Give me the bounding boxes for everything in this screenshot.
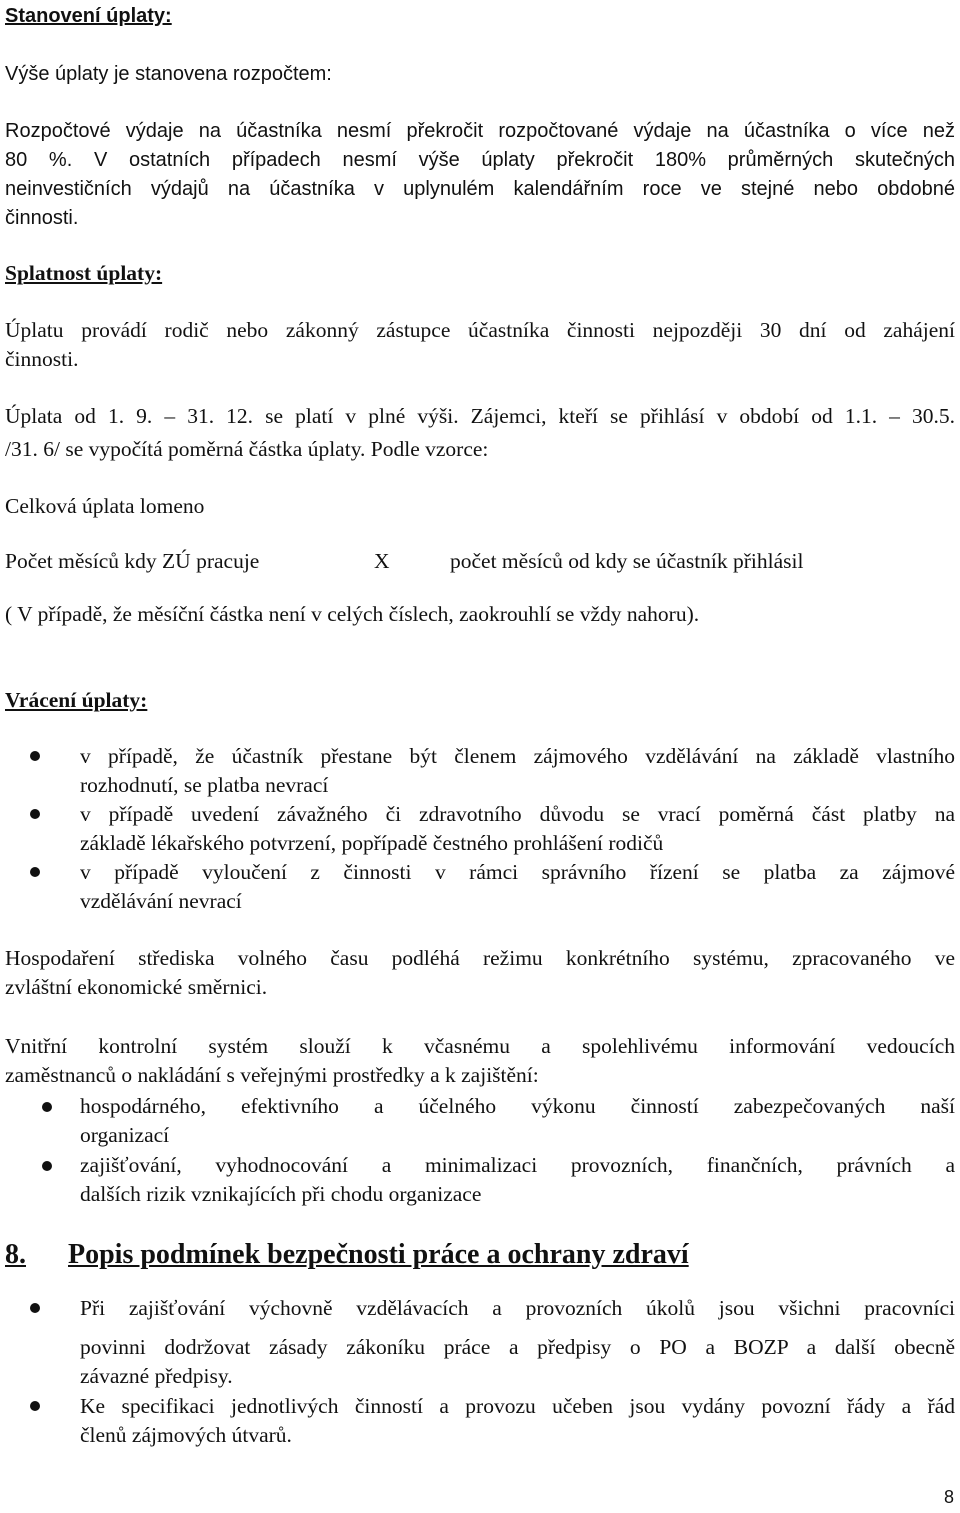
bullet-icon: [30, 1303, 40, 1313]
list-item-vraceni-3b: vzdělávání nevrací: [80, 889, 242, 913]
bullet-icon: [30, 867, 40, 877]
text-kontrola-2: zaměstnanců o nakládání s veřejnými prostředky a k zajištění:: [5, 1063, 539, 1087]
list-item-vraceni-3a: v případě vyloučení z činnosti v rámci správního řízení se platba za zájmové: [80, 860, 955, 884]
heading-section-8: [5, 1238, 689, 1272]
section-title: Popis podmínek bezpečnosti práce a ochrany zdraví: [68, 1239, 689, 1270]
list-item-vraceni-1b: rozhodnutí, se platba nevrací: [80, 773, 329, 797]
text-rozpoctove-vydaje-2: 80 %. V ostatních případech nesmí výše úplaty překročit 180% průměrných skutečných: [5, 149, 955, 171]
list-item-kontrola-1b: organizací: [80, 1123, 170, 1147]
section-number: 8.: [5, 1239, 26, 1270]
text-rozpoctove-vydaje-4: činnosti.: [5, 207, 79, 229]
list-item-bozp-1c: závazné předpisy.: [80, 1364, 233, 1388]
list-item-kontrola-2a: zajišťování, vyhodnocování a minimalizaci provozních, finančních, právních a: [80, 1153, 955, 1177]
bullet-icon: [42, 1161, 52, 1171]
list-item-bozp-2b: členů zájmových útvarů.: [80, 1423, 292, 1447]
text-vyse-uplaty: Výše úplaty je stanovena rozpočtem:: [5, 63, 332, 85]
formula-right: počet měsíců od kdy se účastník přihlásil: [450, 549, 804, 573]
heading-vraceni-uplaty: Vrácení úplaty:: [5, 688, 148, 712]
list-item-bozp-1b: povinni dodržovat zásady zákoníku práce a předpisy o PO a BOZP a další obecně: [80, 1335, 955, 1359]
list-item-vraceni-1a: v případě, že účastník přestane být členem zájmového vzdělávání na základě vlastního: [80, 744, 955, 768]
list-item-bozp-2a: Ke specifikaci jednotlivých činností a provozu učeben jsou vydány povozní řády a řád: [80, 1394, 955, 1418]
formula-multiply: X: [374, 549, 390, 573]
heading-splatnost-uplaty: Splatnost úplaty:: [5, 261, 163, 285]
list-item-kontrola-2b: dalších rizik vznikajících při chodu organizace: [80, 1182, 482, 1206]
text-rozpoctove-vydaje-3: neinvestičních výdajů na účastníka v uplynulém kalendářním roce ve stejné nebo obdobné: [5, 178, 955, 200]
heading-stanoveni-uplaty: Stanovení úplaty:: [5, 5, 172, 27]
list-item-bozp-1a: Při zajišťování výchovně vzdělávacích a provozních úkolů jsou všichni pracovníci: [80, 1296, 955, 1320]
formula-top: Celková úplata lomeno: [5, 494, 205, 518]
list-item-vraceni-2a: v případě uvedení závažného či zdravotního důvodu se vrací poměrná část platby na: [80, 802, 955, 826]
bullet-icon: [42, 1102, 52, 1112]
list-item-kontrola-1a: hospodárného, efektivního a účelného výkonu činností zabezpečovaných naší: [80, 1094, 955, 1118]
text-splatnost-2: činnosti.: [5, 347, 79, 371]
text-rozpoctove-vydaje-1: Rozpočtové výdaje na účastníka nesmí překročit rozpočtované výdaje na účastníka o více než: [5, 120, 955, 142]
bullet-icon: [30, 751, 40, 761]
formula-left: Počet měsíců kdy ZÚ pracuje: [5, 549, 260, 573]
bullet-icon: [30, 809, 40, 819]
bullet-icon: [30, 1401, 40, 1411]
list-item-vraceni-2b: základě lékařského potvrzení, popřípadě čestného prohlášení rodičů: [80, 831, 664, 855]
text-hospodareni-2: zvláštní ekonomické směrnici.: [5, 975, 268, 999]
text-zaokrouhleni: ( V případě, že měsíční částka není v celých číslech, zaokrouhlí se vždy nahoru).: [5, 602, 700, 626]
text-splatnost-1: Úplatu provádí rodič nebo zákonný zástupce účastníka činnosti nejpozději 30 dní od zahájení: [5, 318, 955, 342]
text-uplata-od-1: Úplata od 1. 9. – 31. 12. se platí v plné výši. Zájemci, kteří se přihlásí v období od 1.1. – 30.5.: [5, 404, 955, 428]
page-number: 8: [943, 1487, 954, 1507]
text-hospodareni-1: Hospodaření střediska volného času podléhá režimu konkrétního systému, zpracovaného ve: [5, 946, 955, 970]
text-uplata-od-2: /31. 6/ se vypočítá poměrná částka úplaty. Podle vzorce:: [5, 437, 489, 461]
text-kontrola-1: Vnitřní kontrolní systém slouží k včasnému a spolehlivému informování vedoucích: [5, 1034, 955, 1058]
